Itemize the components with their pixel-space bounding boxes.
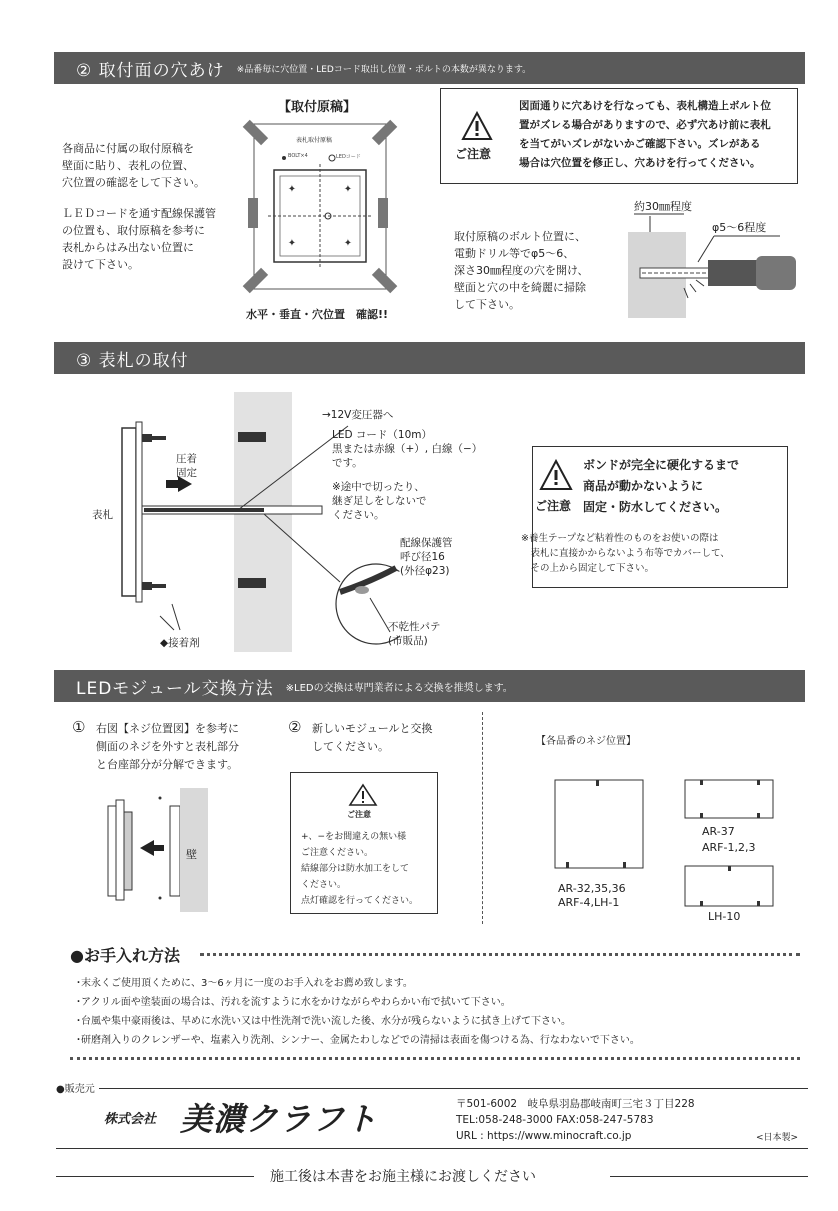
press-label: 圧着 固定 [176, 453, 197, 479]
no-cut-label: ※途中で切ったり、 継ぎ足しをしないで ください。 [332, 481, 427, 521]
drill-depth: 約30㎜程度 [634, 200, 692, 213]
drill-dia: φ5～6程度 [712, 221, 767, 234]
template-caption: 水平・垂直・穴位置 確認!! [246, 308, 389, 321]
care-item: ･末永くご使用頂くために、3～6ヶ月に一度のお手入れをお薦め致します。 [76, 978, 413, 989]
caution-box-2 [521, 446, 788, 588]
step1-number: ① [72, 718, 86, 736]
care-dots-top [200, 953, 800, 956]
company-tel: TEL:058-248-3000 FAX:058-247-5783 [456, 1114, 654, 1126]
footer-line-top [56, 1088, 808, 1089]
drill-text: 取付原稿のボルト位置に、 電動ドリル等でφ5～6、 深さ30㎜程度の穴を開け、 壁面と穴の中を綺麗に掃除 して下さい。 [454, 230, 589, 311]
caution-box-1 [440, 88, 798, 184]
care-item: ･研磨剤入りのクレンザーや、塩素入り洗剤、シンナー、金属たわしなどでの清掃は表面を傷つける為、行なわないで下さい。 [76, 1035, 640, 1046]
led-section-note: ※LEDの交換は専門業者による交換を推奨します。 [285, 682, 513, 694]
led-section-title: LEDモジュール交換方法 [76, 678, 274, 699]
template-title: 【取付原稿】 [278, 100, 357, 115]
drill-drawing [620, 210, 810, 320]
caution-label-2: ご注意 [535, 499, 572, 513]
svg-text:✦: ✦ [343, 238, 353, 249]
section3-title: ③ 表札の取付 [76, 350, 189, 371]
section2-note: ※品番毎に穴位置・LEDコード取出し位置・ボルトの本数が異なります。 [236, 64, 532, 75]
caution-note-2: ※養生テープなど粘着性のものをお使いの際は 表札に直接かからないよう布等でカバーして、 その上から固定して下さい。 [521, 533, 730, 574]
section2-left-text1: 各商品に付属の取付原稿を 壁面に貼り、表札の位置、 穴位置の確認をして下さい。 [62, 142, 205, 189]
handover-text: 施工後は本書をお施主様にお渡しください [270, 1169, 536, 1185]
step2-number: ② [288, 718, 302, 736]
disassembly-drawing [104, 786, 214, 914]
svg-text:✦: ✦ [287, 184, 297, 195]
caution-text-1: 図面通りに穴あけを行なっても、表札構造上ボルト位 置がズレる場合がありますので、必ず穴あけ前に表札 を当てがいズレがないかご確認下さい。ズレがある 場合は穴位置を修正し、穴あけを行ってください。 [519, 100, 771, 169]
handover-line-right [610, 1176, 808, 1177]
care-dots-bottom [70, 1057, 800, 1060]
led-cord-label: LED コード（10m） 黒または赤線（+）, 白線（−） です。 [332, 429, 483, 469]
handover-line-left [56, 1176, 254, 1177]
made-in-label: <日本製> [756, 1133, 799, 1143]
footer-line-bottom [56, 1148, 808, 1149]
led-section-header [54, 670, 805, 702]
conduit-label: 配線保護管 呼び径16 (外径φ23) [400, 537, 453, 577]
template-bolt: BOLT×4 [288, 153, 308, 159]
section2-title: ② 取付面の穴あけ [76, 60, 225, 81]
seller-label: ●販売元 [56, 1080, 99, 1095]
svg-text:✦: ✦ [343, 184, 353, 195]
company-url[interactable]: URL : https://www.minocraft.co.jp [456, 1130, 632, 1142]
section3-header [54, 342, 805, 374]
warning-icon [348, 783, 378, 807]
caution-label-3: ご注意 [347, 810, 371, 819]
svg-text:✦: ✦ [287, 238, 297, 249]
wall-label: 壁 [186, 848, 197, 861]
caution-label-1: ご注意 [455, 147, 492, 161]
section2-header [54, 52, 805, 84]
company-address: 〒501-6002 岐阜県羽島郡岐南町三宅３丁目228 [456, 1098, 695, 1110]
warning-icon [461, 111, 493, 141]
warning-icon [539, 459, 573, 491]
model-c-label: LH-10 [708, 910, 741, 923]
putty-label: 不乾性パテ (市販品) [388, 621, 441, 647]
caution-text-3: +、−をお間違えの無い様 ご注意ください。 結線部分は防水加工をして ください。 点灯確認を行ってください。 [301, 832, 419, 906]
screw-title: 【各品番のネジ位置】 [536, 736, 636, 747]
company-logo: 美濃クラフト [180, 1100, 379, 1138]
template-led: LEDコード [336, 154, 361, 160]
step1-text: 右図【ネジ位置図】を参考に 側面のネジを外すと表札部分 と台座部分が分解できます。 [96, 722, 239, 771]
caution-text-2: ボンドが完全に硬化するまで 商品が動かないように 固定・防水してください。 [583, 458, 740, 514]
nameplate-label: 表札 [92, 509, 113, 521]
company-prefix: 株式会社 [104, 1112, 157, 1127]
care-title: ●お手入れ方法 [70, 943, 186, 966]
adhesive-label: ◆接着剤 [160, 637, 200, 649]
model-a-label: AR-32,35,36 ARF-4,LH-1 [558, 882, 626, 909]
transformer-label: →12V変圧器へ [322, 409, 394, 421]
care-item: ･台風や集中豪雨後は、早めに水洗い又は中性洗剤で洗い流した後、水分が残らないように拭き上げて下さい。 [76, 1016, 571, 1027]
care-list [76, 974, 640, 1050]
caution-box-3 [290, 772, 438, 914]
divider [482, 712, 483, 924]
step2-text: 新しいモジュールと交換 してください。 [312, 722, 433, 753]
template-inner-title: 表札取付原稿 [296, 137, 333, 144]
model-b-label: AR-37 ARF-1,2,3 [702, 825, 756, 854]
care-item: ･アクリル面や塗装面の場合は、汚れを流すように水をかけながらやわらかい布で拭いて下さい。 [76, 997, 511, 1008]
section2-left-text2: ＬＥＤコードを通す配線保護管 の位置も、取付原稿を参考に 表札からはみ出ない位置に 設けて下さい。 [62, 207, 216, 271]
